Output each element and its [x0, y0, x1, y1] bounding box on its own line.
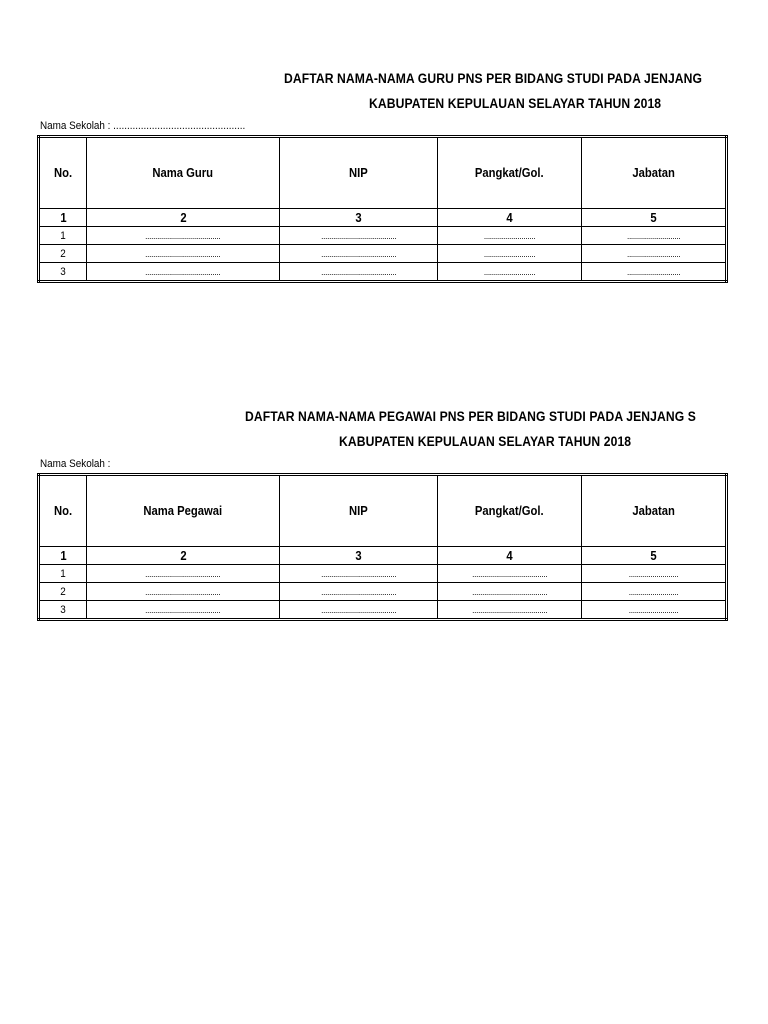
column-number: 5	[582, 209, 727, 227]
table-row	[39, 227, 727, 245]
column-number: 1	[39, 209, 87, 227]
table-row	[39, 245, 727, 263]
jabatan-field-placeholder: .........................	[582, 583, 727, 601]
column-number: 1	[39, 547, 87, 565]
header-nama-pegawai: Nama Pegawai	[87, 475, 280, 547]
column-number: 5	[582, 547, 727, 565]
section-2-title-line-1: DAFTAR NAMA-NAMA PEGAWAI PNS PER BIDANG STUDI PADA JENJANG S	[245, 409, 696, 424]
nip-field-placeholder: ......................................	[280, 263, 438, 282]
section-2-school-label: Nama Sekolah :	[40, 458, 111, 470]
header-no: No.	[39, 475, 87, 547]
header-pangkat-gol: Pangkat/Gol.	[438, 475, 582, 547]
table-header-row	[39, 137, 727, 209]
nip-field-placeholder: ......................................	[280, 245, 438, 263]
pangkat-field-placeholder: ..........................	[438, 263, 582, 282]
column-number: 4	[438, 209, 582, 227]
table-row	[39, 263, 727, 282]
column-number: 2	[87, 547, 280, 565]
header-nip: NIP	[280, 475, 438, 547]
header-no: No.	[39, 137, 87, 209]
jabatan-field-placeholder: .........................	[582, 565, 727, 583]
section-1-title-line-1: DAFTAR NAMA-NAMA GURU PNS PER BIDANG STUDI PADA JENJANG	[284, 71, 703, 86]
row-number: 1	[39, 565, 87, 583]
pangkat-field-placeholder: ......................................	[438, 565, 582, 583]
section-1-school-label: Nama Sekolah : ................................................	[40, 120, 246, 132]
pangkat-field-placeholder: ......................................	[438, 601, 582, 620]
header-nip: NIP	[280, 137, 438, 209]
header-nama-guru: Nama Guru	[87, 137, 280, 209]
name-field-placeholder: ......................................	[87, 263, 280, 282]
column-number: 4	[438, 547, 582, 565]
row-number: 1	[39, 227, 87, 245]
name-field-placeholder: ......................................	[87, 227, 280, 245]
table-row	[39, 583, 727, 601]
row-number: 3	[39, 263, 87, 282]
column-number-row	[39, 547, 727, 565]
table-header-row	[39, 475, 727, 547]
row-number: 2	[39, 245, 87, 263]
jabatan-field-placeholder: ...........................	[582, 245, 727, 263]
nip-field-placeholder: ......................................	[280, 227, 438, 245]
guru-table	[37, 135, 728, 283]
pangkat-field-placeholder: ..........................	[438, 245, 582, 263]
pegawai-table	[37, 473, 728, 621]
header-pangkat-gol: Pangkat/Gol.	[438, 137, 582, 209]
nip-field-placeholder: ......................................	[280, 583, 438, 601]
name-field-placeholder: ......................................	[87, 601, 280, 620]
jabatan-field-placeholder: .........................	[582, 601, 727, 620]
row-number: 2	[39, 583, 87, 601]
table-row	[39, 601, 727, 620]
column-number: 2	[87, 209, 280, 227]
section-2-title-line-2: KABUPATEN KEPULAUAN SELAYAR TAHUN 2018	[339, 434, 632, 449]
jabatan-field-placeholder: ...........................	[582, 227, 727, 245]
row-number: 3	[39, 601, 87, 620]
column-number: 3	[280, 209, 438, 227]
header-jabatan: Jabatan	[582, 137, 727, 209]
jabatan-field-placeholder: ...........................	[582, 263, 727, 282]
table-row	[39, 565, 727, 583]
header-jabatan: Jabatan	[582, 475, 727, 547]
column-number: 3	[280, 547, 438, 565]
name-field-placeholder: ......................................	[87, 583, 280, 601]
section-1-title-line-2: KABUPATEN KEPULAUAN SELAYAR TAHUN 2018	[369, 96, 662, 111]
column-number-row	[39, 209, 727, 227]
pangkat-field-placeholder: ......................................	[438, 583, 582, 601]
nip-field-placeholder: ......................................	[280, 601, 438, 620]
nip-field-placeholder: ......................................	[280, 565, 438, 583]
name-field-placeholder: ......................................	[87, 245, 280, 263]
pangkat-field-placeholder: ..........................	[438, 227, 582, 245]
name-field-placeholder: ......................................	[87, 565, 280, 583]
